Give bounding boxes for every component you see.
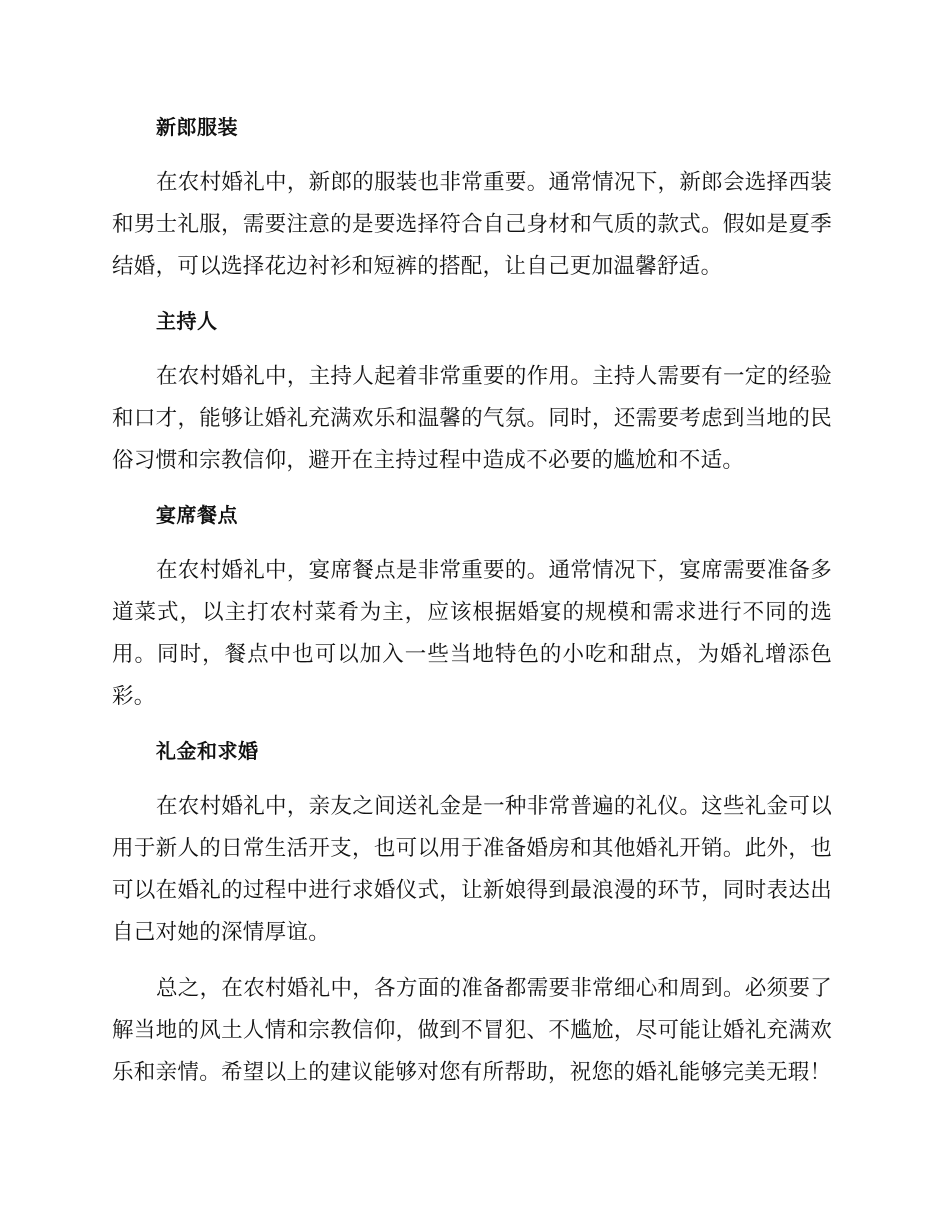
section-heading-banquet: 宴席餐点 [156, 503, 238, 527]
section-paragraph-groom-attire: 在农村婚礼中，新郎的服装也非常重要。通常情况下，新郎会选择西装和男士礼服，需要注意的是要选择符合自己身材和气质的款式。假如是夏季结婚，可以选择花边衬衫和短裤的搭配，让自己更加温馨舒适。 [112, 170, 832, 279]
section-heading-gift-money-proposal: 礼金和求婚 [156, 739, 259, 763]
section-paragraph-gift-money-proposal: 在农村婚礼中，亲友之间送礼金是一种非常普遍的礼仪。这些礼金可以用于新人的日常生活开支，也可以用于准备婚房和其他婚礼开销。此外，也可以在婚礼的过程中进行求婚仪式，让新娘得到最浪漫的环节，同时表达出自己对她的深情厚谊。 [112, 794, 832, 945]
section-heading-groom-attire: 新郎服装 [156, 115, 238, 139]
section-heading-host: 主持人 [156, 309, 218, 333]
section-paragraph-banquet: 在农村婚礼中，宴席餐点是非常重要的。通常情况下，宴席需要准备多道菜式，以主打农村菜肴为主，应该根据婚宴的规模和需求进行不同的选用。同时，餐点中也可以加入一些当地特色的小吃和甜点，为婚礼增添色彩。 [112, 558, 832, 709]
conclusion-paragraph: 总之，在农村婚礼中，各方面的准备都需要非常细心和周到。必须要了解当地的风土人情和宗教信仰，做到不冒犯、不尴尬，尽可能让婚礼充满欢乐和亲情。希望以上的建议能够对您有所帮助，祝您的婚礼能够完美无瑕！ [112, 976, 832, 1085]
document-page [112, 108, 832, 1108]
section-paragraph-host: 在农村婚礼中，主持人起着非常重要的作用。主持人需要有一定的经验和口才，能够让婚礼充满欢乐和温馨的气氛。同时，还需要考虑到当地的民俗习惯和宗教信仰，避开在主持过程中造成不必要的尴尬和不适。 [112, 364, 832, 473]
